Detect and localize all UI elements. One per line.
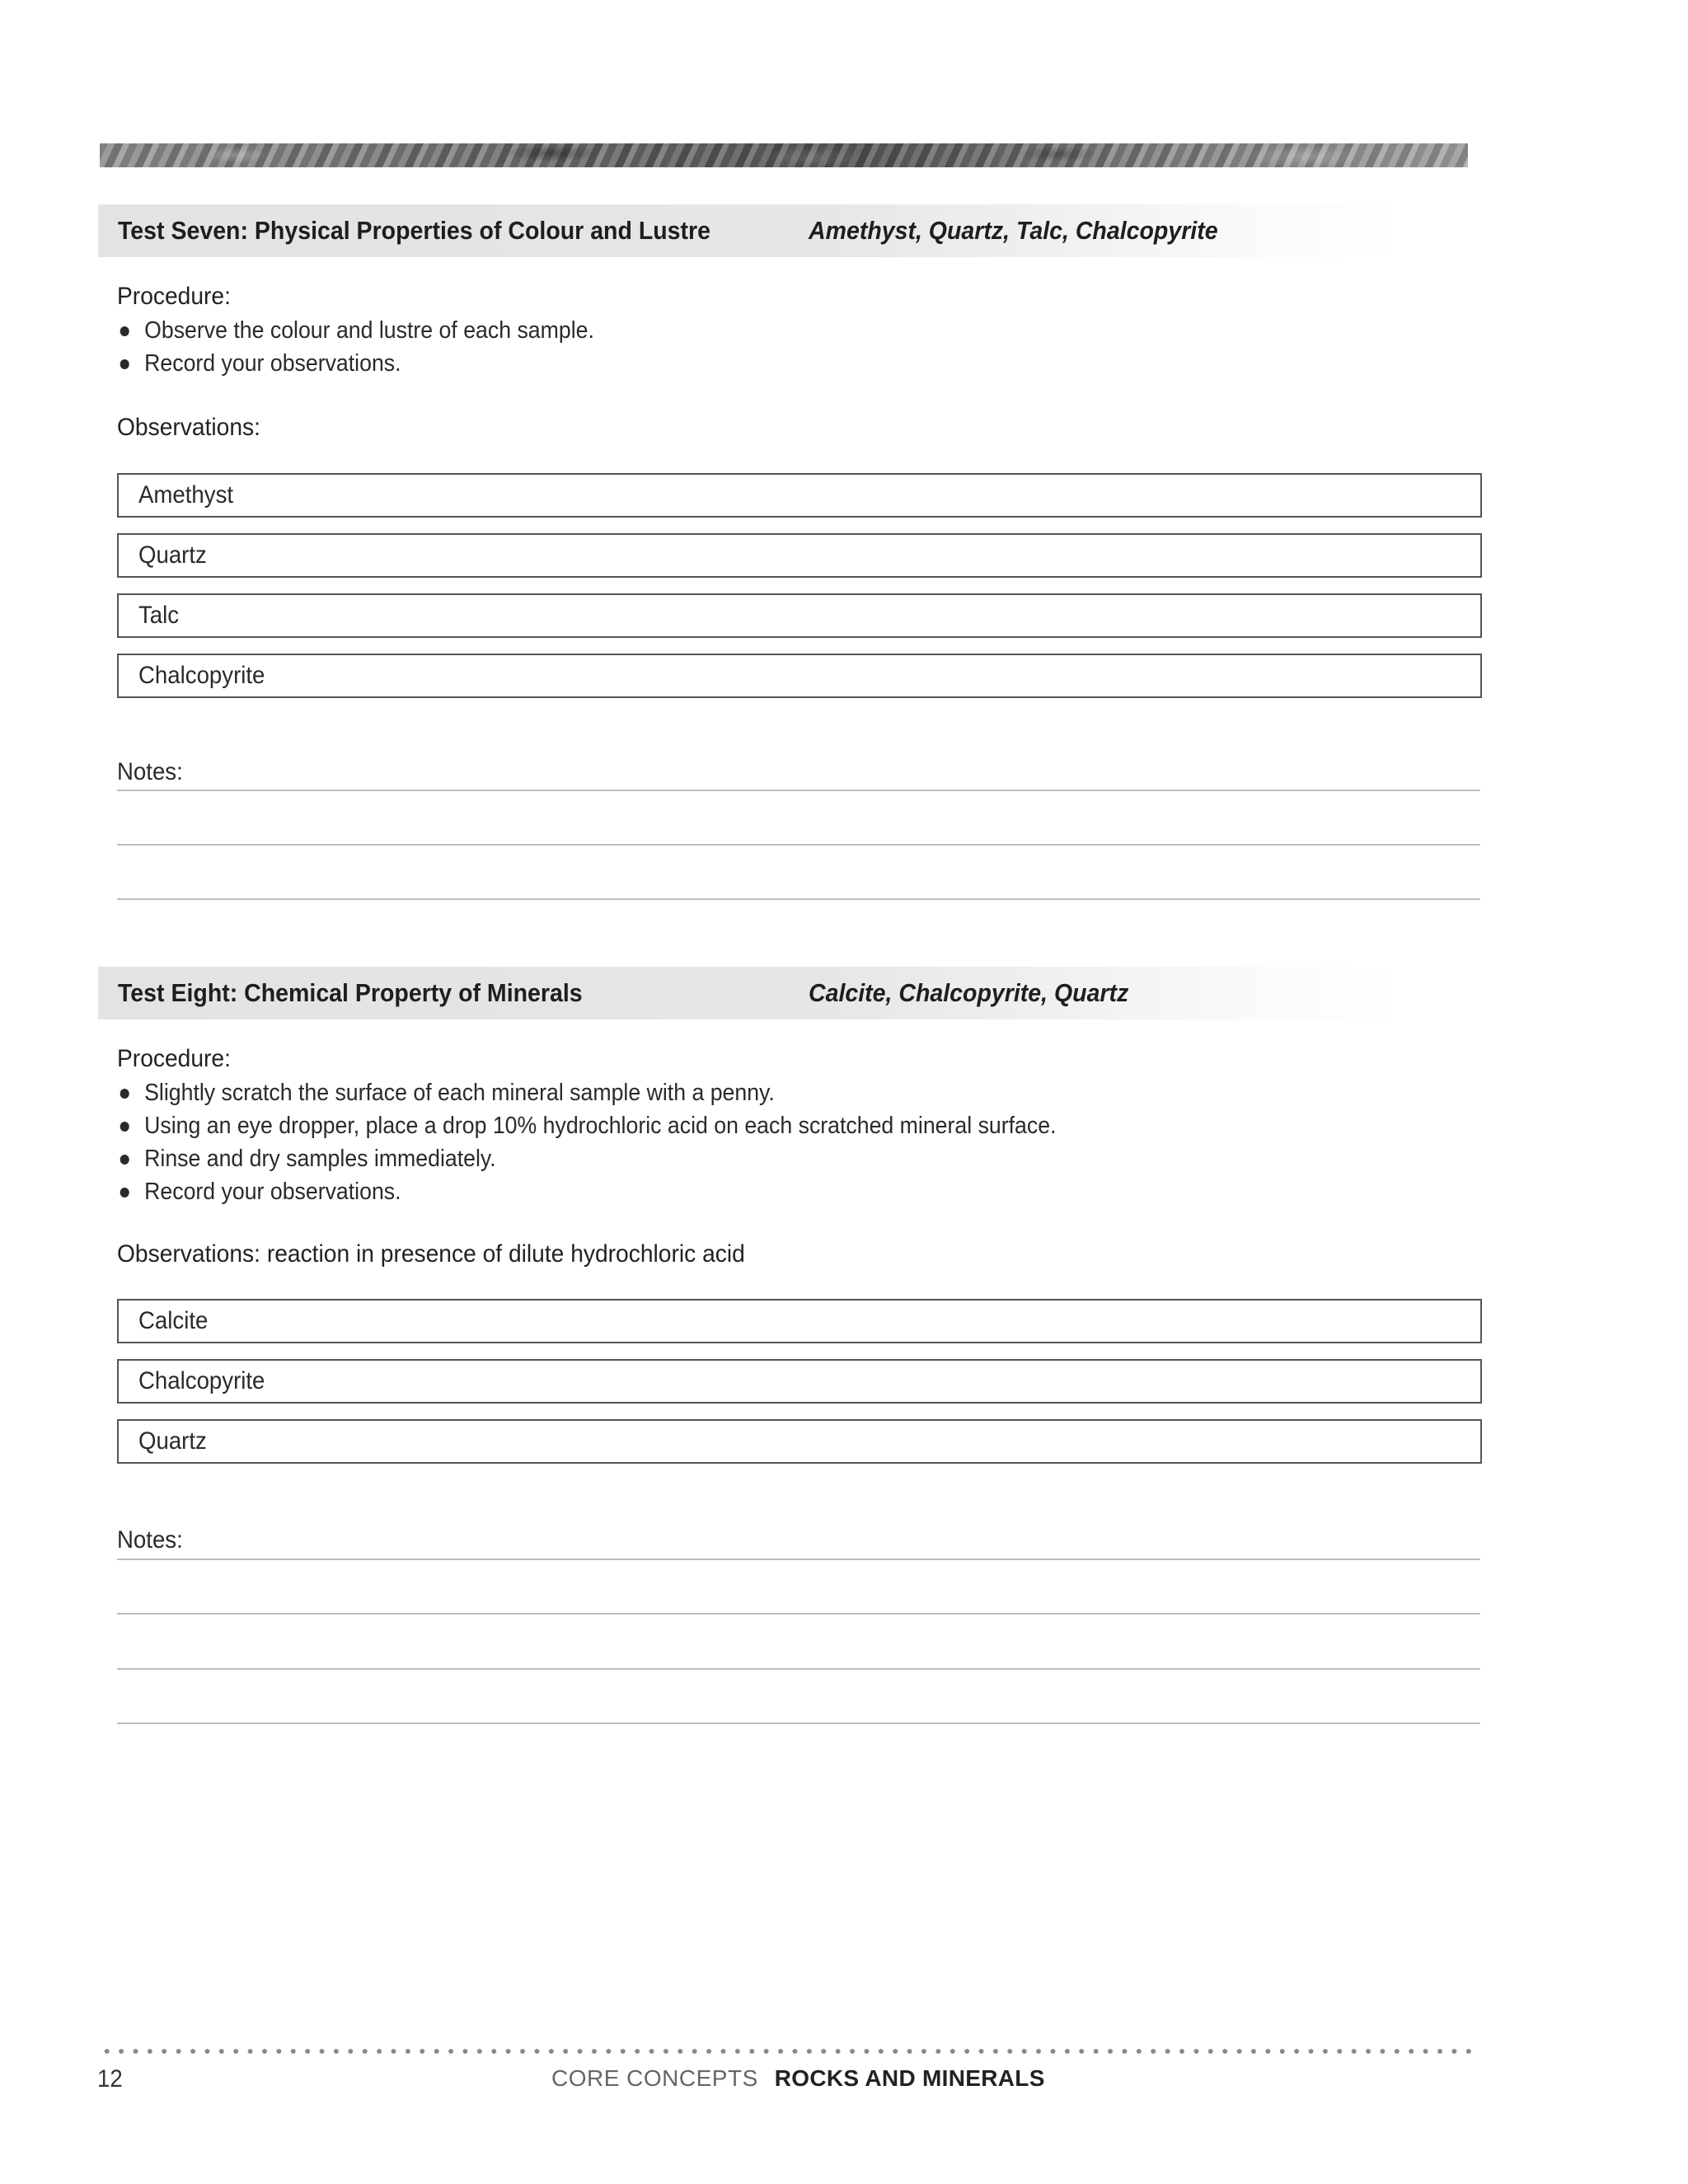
observation-box-quartz[interactable] bbox=[117, 533, 1482, 578]
test-seven-samples: Amethyst, Quartz, Talc, Chalcopyrite bbox=[809, 216, 1218, 245]
procedure-step: Rinse and dry samples immediately. bbox=[117, 1142, 1056, 1175]
observation-box-chalcopyrite[interactable] bbox=[117, 654, 1482, 698]
test-seven-observations-label: Observations: bbox=[117, 414, 260, 441]
observation-box-amethyst[interactable] bbox=[117, 473, 1482, 518]
observation-box-label: Quartz bbox=[138, 541, 207, 569]
observation-box-label: Calcite bbox=[138, 1307, 209, 1334]
footer-dotted-divider bbox=[100, 2048, 1478, 2055]
test-eight-samples: Calcite, Chalcopyrite, Quartz bbox=[809, 978, 1129, 1007]
procedure-step: Record your observations. bbox=[117, 347, 594, 380]
observation-box-quartz[interactable] bbox=[117, 1419, 1482, 1464]
notes-line[interactable] bbox=[117, 1613, 1480, 1615]
observation-box-label: Talc bbox=[138, 602, 180, 629]
test-seven-procedure-list bbox=[117, 314, 594, 380]
test-seven-procedure-label: Procedure: bbox=[117, 283, 231, 310]
test-seven-notes-label: Notes: bbox=[117, 758, 183, 785]
notes-line[interactable] bbox=[117, 898, 1480, 900]
test-seven-header bbox=[98, 204, 1400, 257]
observation-box-talc[interactable] bbox=[117, 593, 1482, 638]
test-eight-procedure-list bbox=[117, 1076, 1056, 1208]
notes-line[interactable] bbox=[117, 790, 1480, 791]
test-eight-procedure-label: Procedure: bbox=[117, 1045, 231, 1072]
observation-box-chalcopyrite[interactable] bbox=[117, 1359, 1482, 1404]
rock-texture-banner bbox=[100, 143, 1468, 167]
procedure-step: Using an eye dropper, place a drop 10% hydrochloric acid on each scratched mineral surface. bbox=[117, 1109, 1056, 1142]
test-eight-title: Test Eight: Chemical Property of Minerals bbox=[118, 978, 583, 1007]
observation-box-label: Amethyst bbox=[138, 481, 234, 509]
observation-box-label: Chalcopyrite bbox=[138, 1367, 265, 1394]
notes-line[interactable] bbox=[117, 1722, 1480, 1724]
test-seven-title: Test Seven: Physical Properties of Colour and Lustre bbox=[118, 216, 710, 245]
footer-series: CORE CONCEPTS bbox=[551, 2065, 758, 2091]
observation-box-calcite[interactable] bbox=[117, 1299, 1482, 1343]
procedure-step: Observe the colour and lustre of each sample. bbox=[117, 314, 594, 347]
procedure-step: Slightly scratch the surface of each mineral sample with a penny. bbox=[117, 1076, 1056, 1109]
notes-line[interactable] bbox=[117, 1558, 1480, 1560]
procedure-step: Record your observations. bbox=[117, 1175, 1056, 1208]
observation-box-label: Quartz bbox=[138, 1427, 207, 1455]
page-number: 12 bbox=[97, 2065, 123, 2093]
observation-box-label: Chalcopyrite bbox=[138, 662, 265, 689]
test-eight-observations-label: Observations: reaction in presence of dilute hydrochloric acid bbox=[117, 1240, 745, 1268]
notes-line[interactable] bbox=[117, 1668, 1480, 1670]
test-eight-header bbox=[98, 967, 1400, 1019]
footer-running-title bbox=[551, 2065, 1045, 2092]
footer-topic: ROCKS AND MINERALS bbox=[774, 2065, 1045, 2091]
notes-line[interactable] bbox=[117, 844, 1480, 846]
test-eight-notes-label: Notes: bbox=[117, 1526, 183, 1554]
